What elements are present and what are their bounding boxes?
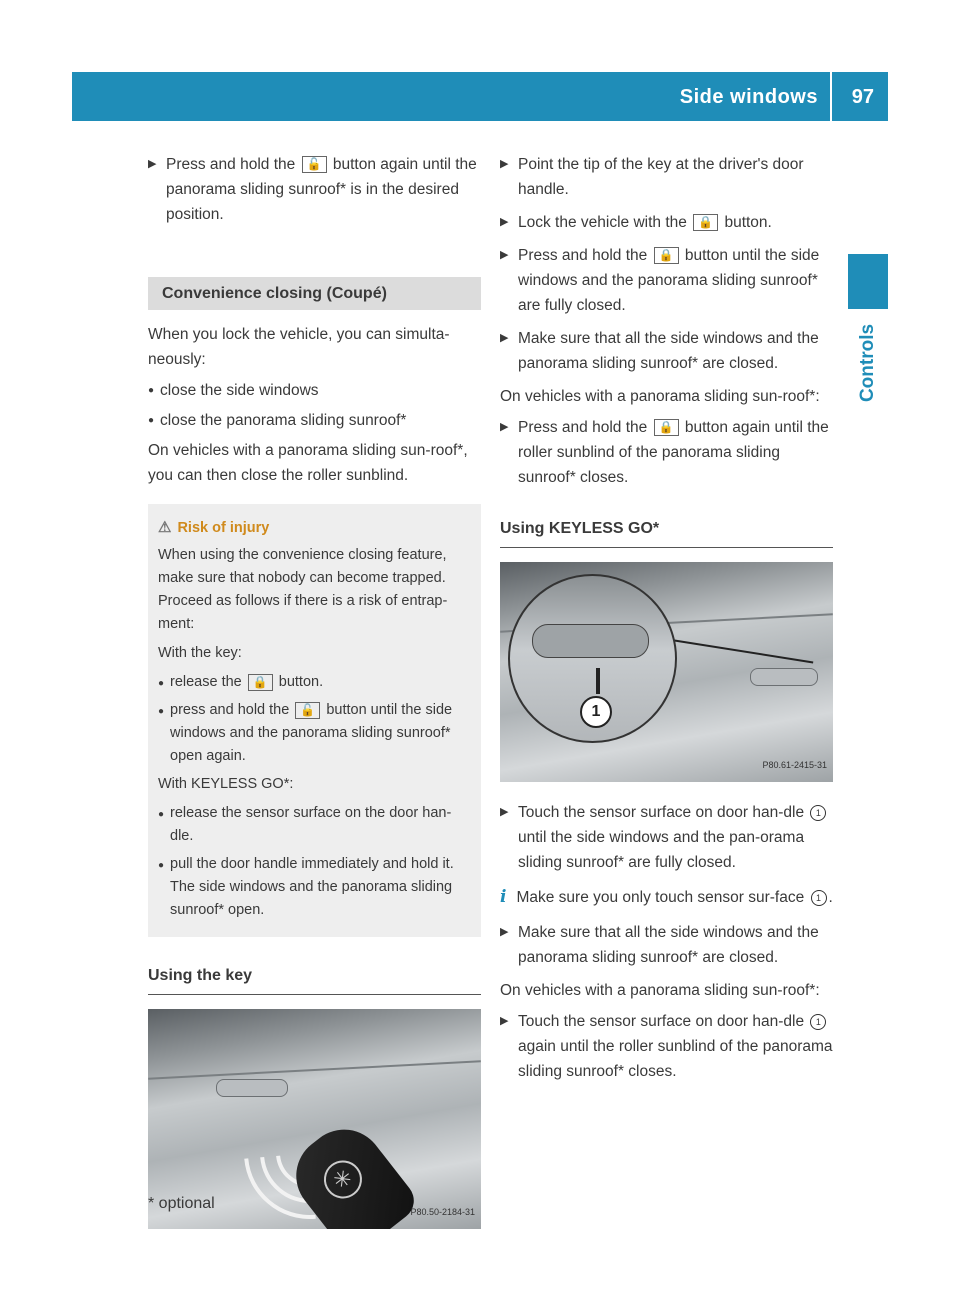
brand-star-icon: ✳ <box>316 1153 369 1206</box>
step-arrow-icon: ▶ <box>500 158 509 170</box>
sensor-surface <box>596 668 600 694</box>
warning-triangle-icon: ⚠ <box>158 519 172 536</box>
instruction-step: ▶ Make sure that all the side windows and the panorama sliding sunroof* are closed. <box>500 920 833 970</box>
section-title: Side windows <box>679 86 818 108</box>
warning-title: ⚠ Risk of injury <box>158 516 471 540</box>
callout-leader-line <box>665 638 813 663</box>
keyless-door-handle-photo <box>500 562 833 782</box>
step-arrow-icon: ▶ <box>500 216 509 228</box>
warning-subhead: With KEYLESS GO*: <box>158 776 294 792</box>
callout-number: 1 <box>811 890 827 906</box>
subsection-heading: Using the key <box>148 963 481 995</box>
instruction-step: ▶ Touch the sensor surface on door han-dle 1 until the side windows and the pan-orama sliding sunroof* are fully closed. <box>500 800 833 875</box>
instruction-step: ▶ Touch the sensor surface on door han-dle 1 again until the roller sunblind of the panorama sliding sunroof* closes. <box>500 1009 833 1084</box>
list-item: ● release the sensor surface on the door han-dle. <box>158 805 452 844</box>
paragraph: On vehicles with a panorama sliding sun-roof*, you can then close the roller sunblind. <box>148 442 468 484</box>
footnote: * optional <box>148 1195 215 1212</box>
unlock-icon: 🔓 <box>295 702 320 719</box>
warning-text: When using the convenience closing feature, make sure that nobody can become trapped. Proceed as follows if there is a risk of entrap-ment: <box>158 547 448 632</box>
section-heading: Convenience closing (Coupé) <box>148 277 481 310</box>
step-arrow-icon: ▶ <box>500 806 509 818</box>
step-arrow-icon: ▶ <box>500 926 509 938</box>
instruction-step: ▶ Point the tip of the key at the driver's door handle. <box>500 152 833 202</box>
warning-note: The side windows and the panorama sliding sunroof* open. <box>170 879 453 918</box>
paragraph: When you lock the vehicle, you can simulta-neously: <box>148 326 450 368</box>
info-note: i Make sure you only touch sensor sur-face 1 . <box>500 885 833 910</box>
instruction-step: ▶ Press and hold the 🔓 button again until the panorama sliding sunroof* is in the desired position. <box>148 152 481 227</box>
step-arrow-icon: ▶ <box>500 421 509 433</box>
instruction-step: ▶ Make sure that all the side windows and the panorama sliding sunroof* are closed. <box>500 326 833 376</box>
step-arrow-icon: ▶ <box>500 332 509 344</box>
chapter-tab-marker <box>848 254 888 309</box>
warning-subhead: With the key: <box>158 645 242 661</box>
lock-icon: 🔒 <box>693 214 718 231</box>
list-item: ● close the side windows <box>148 382 319 399</box>
image-reference: P80.50-2184-31 <box>410 1207 475 1217</box>
list-item: ● release the 🔒 button. <box>158 674 324 690</box>
image-reference: P80.61-2415-31 <box>762 760 827 770</box>
list-item: ● press and hold the 🔓 button until the side windows and the panorama sliding sunroof* open again. <box>158 702 453 764</box>
list-item: ● close the panorama sliding sunroof* <box>148 412 407 429</box>
door-edge <box>148 1060 481 1079</box>
lock-icon: 🔒 <box>654 419 679 436</box>
page-header <box>72 72 888 121</box>
instruction-step: ▶ Press and hold the 🔒 button again until the roller sunblind of the panorama sliding sunroof* closes. <box>500 415 833 490</box>
step-arrow-icon: ▶ <box>500 249 509 261</box>
door-handle <box>750 668 818 686</box>
instruction-step: ▶ Press and hold the 🔒 button until the side windows and the panorama sliding sunroof* are fully closed. <box>500 243 833 318</box>
lock-icon: 🔒 <box>654 247 679 264</box>
warning-box <box>148 504 481 937</box>
paragraph: On vehicles with a panorama sliding sun-roof*: <box>500 388 820 405</box>
step-arrow-icon: ▶ <box>148 158 157 170</box>
callout-number: 1 <box>810 805 826 821</box>
magnified-detail <box>508 574 677 743</box>
step-arrow-icon: ▶ <box>500 1015 509 1027</box>
callout-number: 1 <box>580 696 612 728</box>
subsection-heading: Using KEYLESS GO* <box>500 516 833 548</box>
list-item: ● pull the door handle immediately and hold it. The side windows and the panorama sliding sunroof* open. <box>158 853 471 922</box>
left-column <box>148 152 481 1247</box>
chapter-tab-label: Controls <box>857 323 878 403</box>
paragraph: On vehicles with a panorama sliding sun-roof*: <box>500 982 820 999</box>
page-number: 97 <box>851 86 874 108</box>
info-icon: i <box>500 887 507 907</box>
unlock-icon: 🔓 <box>302 156 327 173</box>
right-column <box>500 152 833 1092</box>
instruction-step: ▶ Lock the vehicle with the 🔒 button. <box>500 210 833 235</box>
callout-number: 1 <box>810 1014 826 1030</box>
lock-icon: 🔒 <box>248 674 273 691</box>
header-divider <box>830 72 832 121</box>
door-handle-closeup <box>532 624 649 658</box>
